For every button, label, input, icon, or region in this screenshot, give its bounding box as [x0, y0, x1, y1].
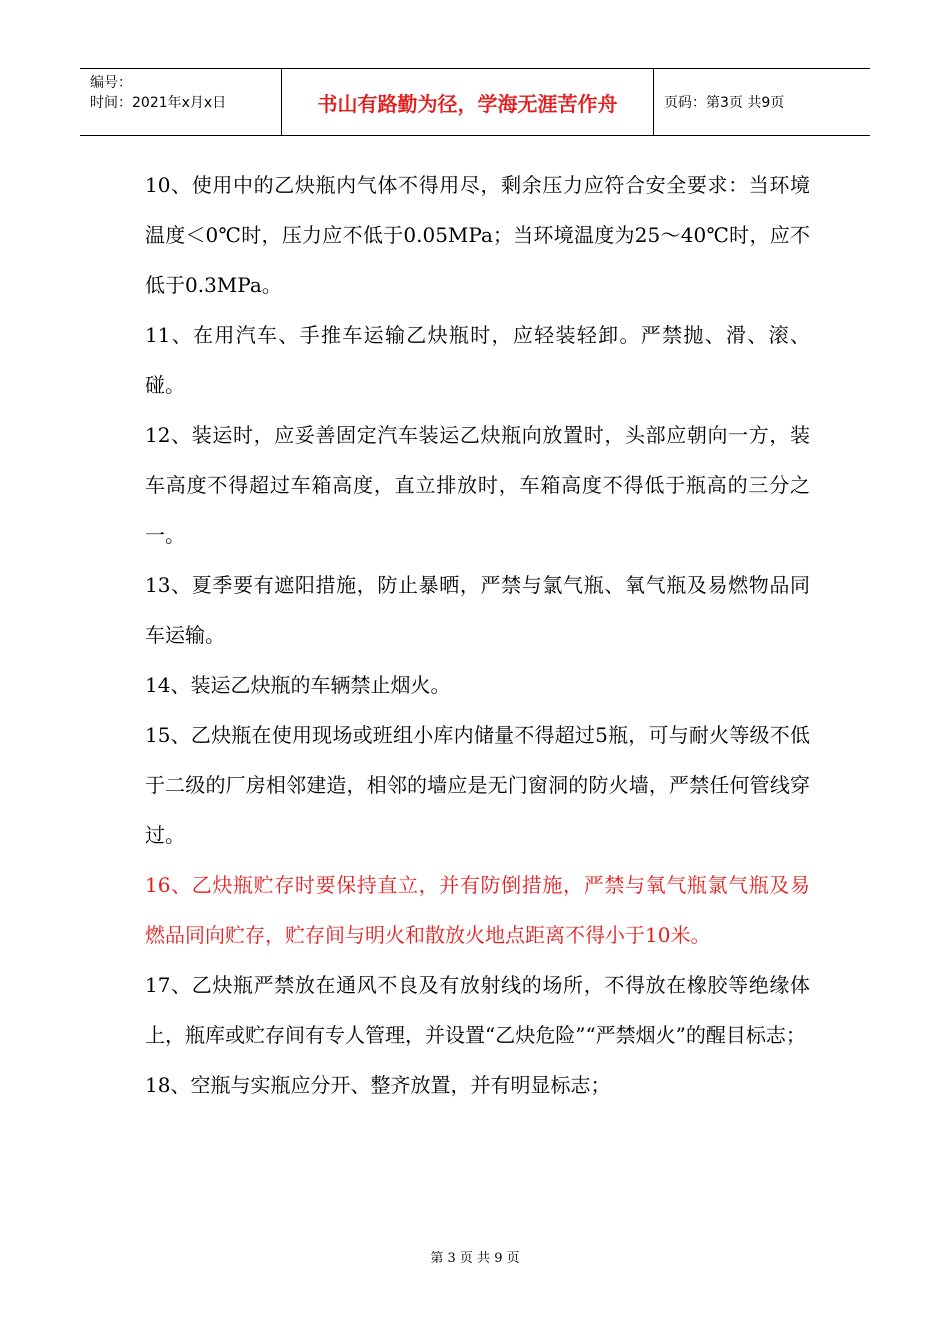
paragraph-10: 10、使用中的乙炔瓶内气体不得用尽，剩余压力应符合安全要求：当环境温度＜0℃时，压力应不低于0.05MPa；当环境温度为25～40℃时，应不低于0.3MPa。 — [145, 173, 810, 297]
page-footer: 第 3 页 共 9 页 — [430, 1251, 520, 1266]
document-body — [145, 160, 810, 1110]
paragraph-11: 11、在用汽车、手推车运输乙炔瓶时，应轻装轻卸。严禁抛、滑、滚、碰。 — [145, 323, 810, 397]
paragraph-16: 16、乙炔瓶贮存时要保持直立，并有防倒措施，严禁与氧气瓶氯气瓶及易燃品同向贮存，贮存间与明火和散放火地点距离不得小于10米。 — [145, 873, 810, 947]
header-motto: 书山有路勤为径，学海无涯苦作舟 — [282, 69, 654, 135]
page-header — [80, 68, 870, 136]
serial-label: 编号： — [90, 75, 132, 91]
paragraph-13: 13、夏季要有遮阳措施，防止暴晒，严禁与氯气瓶、氧气瓶及易燃物品同车运输。 — [145, 573, 810, 647]
paragraph-14: 14、装运乙炔瓶的车辆禁止烟火。 — [145, 673, 451, 697]
paragraph-18: 18、空瓶与实瓶应分开、整齐放置，并有明显标志； — [145, 1073, 611, 1097]
header-meta-cell — [80, 69, 282, 135]
paragraph-15: 15、乙炔瓶在使用现场或班组小库内储量不得超过5瓶，可与耐火等级不低于二级的厂房相邻建造，相邻的墙应是无门窗洞的防火墙，严禁任何管线穿过。 — [145, 723, 810, 847]
date-line: 时间：2021年x月x日 — [90, 95, 227, 111]
paragraph-17: 17、乙炔瓶严禁放在通风不良及有放射线的场所，不得放在橡胶等绝缘体上，瓶库或贮存间有专人管理，并设置“乙炔危险”“严禁烟火”的醒目标志； — [145, 973, 810, 1047]
header-page-code: 页码：第3页 共9页 — [664, 95, 785, 111]
paragraph-12: 12、装运时，应妥善固定汽车装运乙炔瓶向放置时，头部应朝向一方，装车高度不得超过车箱高度，直立排放时，车箱高度不得低于瓶高的三分之一。 — [145, 423, 810, 547]
